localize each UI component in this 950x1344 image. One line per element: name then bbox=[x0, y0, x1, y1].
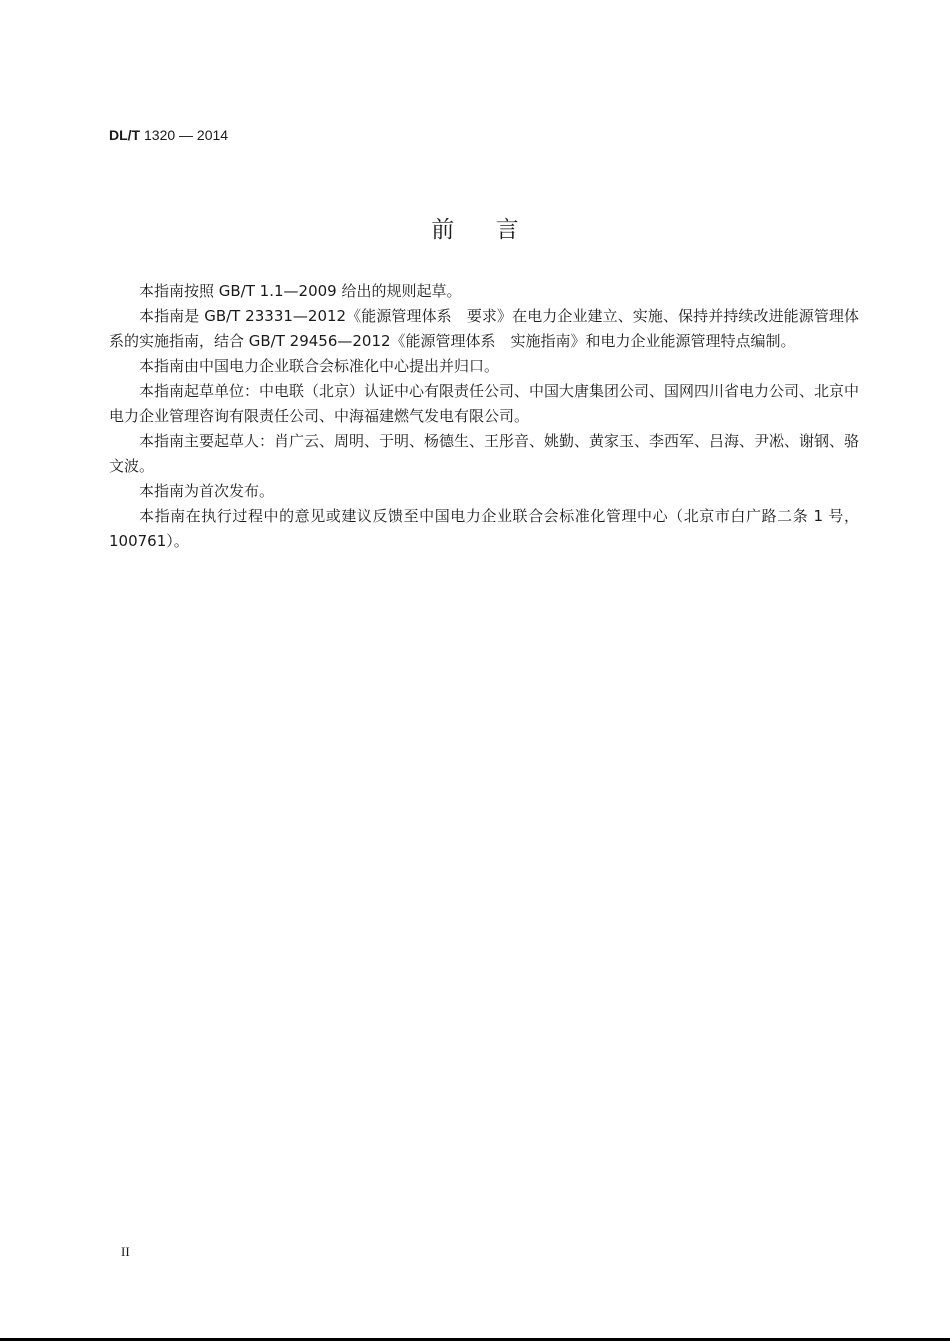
standard-code-prefix: DL/T bbox=[109, 127, 141, 143]
paragraph-drafting-rules: 本指南按照 GB/T 1.1—2009 给出的规则起草。 bbox=[139, 282, 462, 300]
foreword-body bbox=[109, 279, 859, 554]
page-title: 前言 bbox=[431, 217, 561, 244]
page-number: II bbox=[121, 1244, 130, 1259]
standard-code-header bbox=[109, 125, 228, 146]
paragraph-first-release: 本指南为首次发布。 bbox=[139, 482, 275, 500]
paragraph-proposer: 本指南由中国电力企业联合会标准化中心提出并归口。 bbox=[139, 357, 500, 375]
paragraph-guide-basis: 本指南是 GB/T 23331—2012《能源管理体系 要求》在电力企业建立、实施、保持并持续改进能源管理体系的实施指南，结合 GB/T 29456—2012《能源管理体系 实施指南》和电力企业能源管理特点编制。 bbox=[109, 307, 859, 350]
paragraph-drafting-units: 本指南起草单位：中电联（北京）认证中心有限责任公司、中国大唐集团公司、国网四川省电力公司、北京中电力企业管理咨询有限责任公司、中海福建燃气发电有限公司。 bbox=[109, 382, 860, 425]
bottom-divider bbox=[0, 1338, 950, 1341]
paragraph-drafters: 本指南主要起草人：肖广云、周明、于明、杨德生、王彤音、姚勤、黄家玉、李西军、吕海、尹凇、谢钢、骆文波。 bbox=[109, 432, 860, 475]
standard-code-number: 1320 — 2014 bbox=[140, 127, 229, 143]
paragraph-feedback: 本指南在执行过程中的意见或建议反馈至中国电力企业联合会标准化管理中心（北京市白广路二条 1 号，100761）。 bbox=[109, 507, 859, 550]
